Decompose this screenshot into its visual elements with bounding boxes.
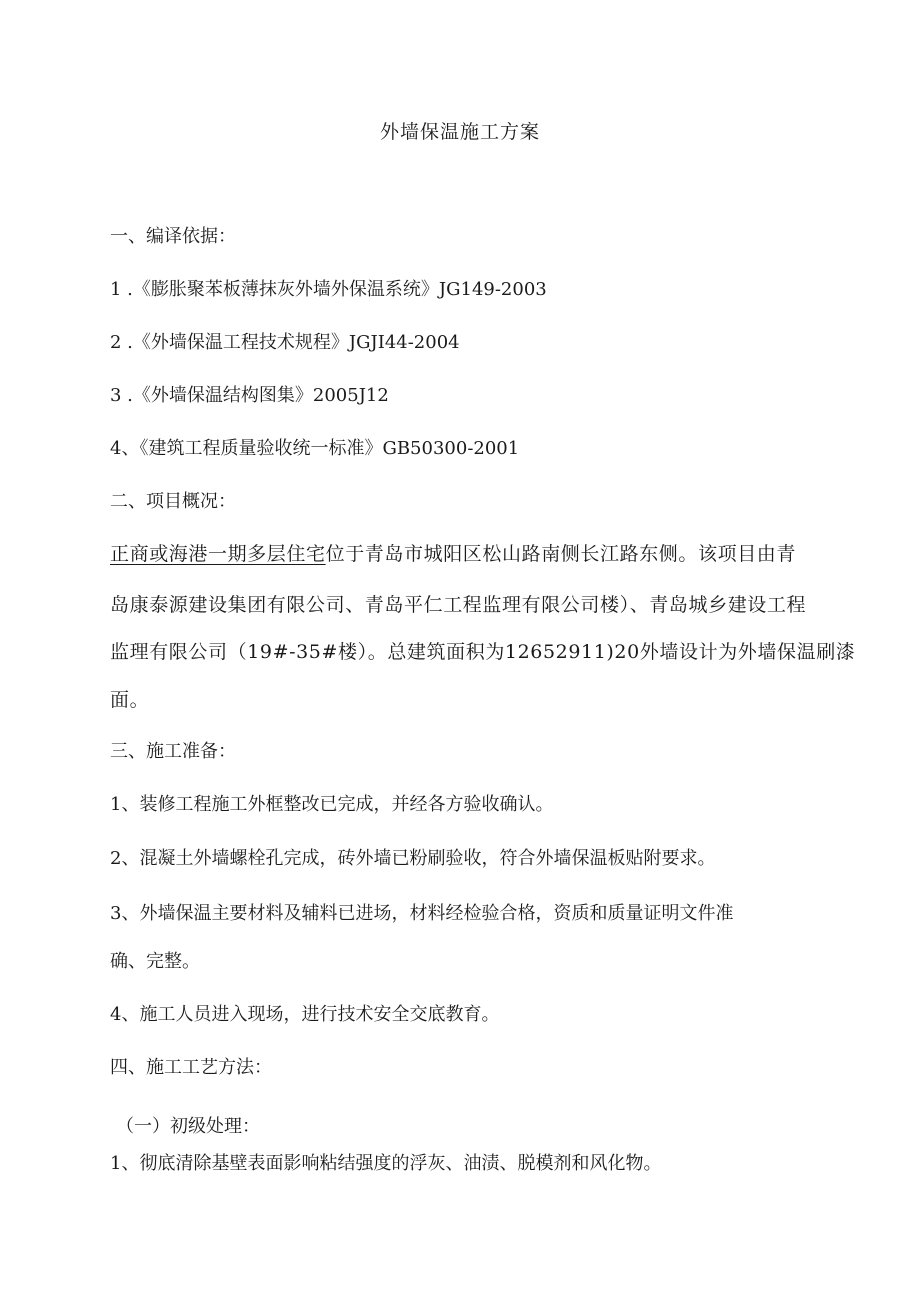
list-item: 确、完整。 (110, 951, 200, 972)
paragraph-line (110, 542, 796, 566)
paragraph-line: 监理有限公司（19#-35#楼）。总建筑面积为12652911)20外墙设计为外墙保温刷漆 (110, 641, 856, 663)
list-item: 1、彻底清除基壁表面影响粘结强度的浮灰、油渍、脱模剂和风化物。 (110, 1153, 662, 1174)
section-heading: 二、项目概况： (110, 491, 236, 512)
project-name: 正商或海港一期多层住宅 (110, 543, 326, 565)
paragraph-line: 面。 (110, 689, 150, 711)
list-item: 4、《建筑工程质量验收统一标准》GB50300-2001 (110, 438, 520, 459)
paragraph-text: 位于青岛市城阳区松山路南侧长江路东侧。该项目由青 (325, 543, 797, 565)
list-item: 3 .《外墙保温结构图集》2005J12 (110, 385, 389, 406)
list-item: 4、施工人员进入现场，进行技术安全交底教育。 (110, 1004, 500, 1025)
section-heading: 一、编译依据： (110, 226, 236, 247)
list-item: 1 .《膨胀聚苯板薄抹灰外墙外保温系统》JG149-2003 (110, 279, 547, 300)
subsection-heading: （一）初级处理： (116, 1116, 260, 1137)
paragraph-line: 岛康泰源建设集团有限公司、青岛平仁工程监理有限公司楼）、青岛城乡建设工程 (110, 594, 807, 616)
list-item: 2 .《外墙保温工程技术规程》JGJI44-2004 (110, 332, 460, 353)
list-item: 1、装修工程施工外框整改已完成，并经各方验收确认。 (110, 794, 554, 815)
list-item: 3、外墙保温主要材料及辅料已进场，材料经检验合格，资质和质量证明文件准 (110, 903, 734, 924)
document-title: 外墙保温施工方案 (379, 121, 540, 143)
section-heading: 四、施工工艺方法： (110, 1057, 272, 1078)
section-heading: 三、施工准备： (110, 741, 236, 762)
list-item: 2、混凝土外墙螺栓孔完成，砖外墙已粉刷验收，符合外墙保温板贴附要求。 (110, 848, 716, 869)
